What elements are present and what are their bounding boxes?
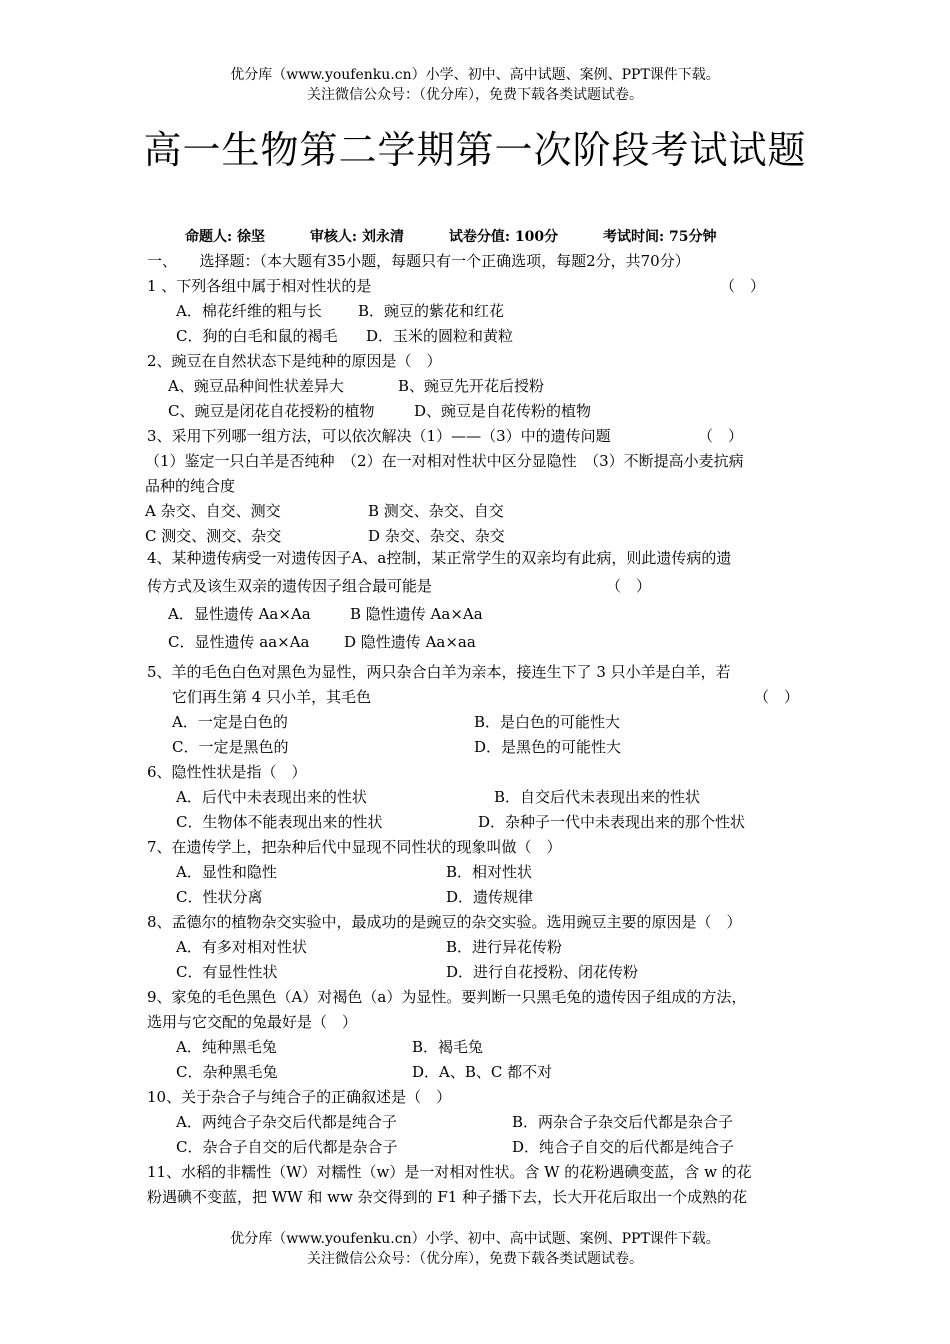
question-3-option-b: B 测交、杂交、自交 <box>368 502 504 520</box>
section-heading: 一、 选择题：（本大题有35小题，每题只有一个正确选项，每题2分，共70分） <box>147 252 690 270</box>
question-8-option-a: A．有多对相对性状 <box>176 938 307 956</box>
meta-score: 试卷分值: 100分 <box>448 229 559 245</box>
question-10-option-c: C．杂合子自交的后代都是杂合子 <box>176 1138 398 1156</box>
question-7-option-d: D．遗传规律 <box>446 888 534 906</box>
question-6-option-c: C．生物体不能表现出来的性状 <box>176 813 383 831</box>
question-8-option-b: B．进行异花传粉 <box>446 938 563 956</box>
question-1-option-a: A．棉花纤维的粗与长 <box>176 302 322 320</box>
question-6-stem: 6、隐性性状是指（ ） <box>147 763 307 781</box>
question-9-line-2: 选用与它交配的兔最好是（ ） <box>147 1013 358 1031</box>
question-1-answer-blank: （ ） <box>720 277 766 295</box>
question-2-option-c: C、豌豆是闭花自花授粉的植物 <box>168 402 375 420</box>
question-3-stem: 3、采用下列哪一组方法，可以依次解决（1）——（3）中的遗传问题 <box>147 427 611 445</box>
question-3-option-a: A 杂交、自交、测交 <box>145 502 281 520</box>
exam-meta <box>185 228 717 246</box>
question-1-option-d: D．玉米的圆粒和黄粒 <box>366 327 514 345</box>
question-5-option-d: D．是黑色的可能性大 <box>474 738 622 756</box>
question-6-option-d: D．杂种子一代中未表现出来的那个性状 <box>478 813 746 831</box>
question-11-stem: 11、水稻的非糯性（W）对糯性（w）是一对相对性状。含 W 的花粉遇碘变蓝，含 w 的花 <box>147 1163 752 1181</box>
question-5-line-2: 它们再生第 4 只小羊，其毛色 <box>172 688 372 706</box>
question-5-option-b: B．是白色的可能性大 <box>474 713 621 731</box>
question-4-option-c: C．显性遗传 aa×Aa <box>168 633 310 651</box>
question-9-stem: 9、家兔的毛色黑色（A）对褐色（a）为显性。要判断一只黑毛兔的遗传因子组成的方法， <box>147 988 747 1006</box>
question-6-option-a: A．后代中未表现出来的性状 <box>176 788 367 806</box>
question-10-option-a: A．两纯合子杂交后代都是纯合子 <box>176 1113 397 1131</box>
question-3-line-2: （1）鉴定一只白羊是否纯种 （2）在一对相对性状中区分显隐性 （3）不断提高小麦抗病 <box>145 452 744 470</box>
question-7-option-c: C．性状分离 <box>176 888 263 906</box>
question-9-option-c: C．杂种黑毛兔 <box>176 1063 278 1081</box>
question-5-option-c: C．一定是黑色的 <box>172 738 289 756</box>
question-6-option-b: B．自交后代未表现出来的性状 <box>494 788 701 806</box>
question-9-option-a: A．纯种黑毛兔 <box>176 1038 277 1056</box>
meta-reviewer: 审核人: 刘永清 <box>309 229 404 245</box>
question-2-option-d: D、豌豆是自花传粉的植物 <box>414 402 592 420</box>
question-2-option-b: B、豌豆先开花后授粉 <box>398 377 545 395</box>
meta-time: 考试时间: 75分钟 <box>602 229 717 245</box>
question-8-stem: 8、孟德尔的植物杂交实验中，最成功的是豌豆的杂交实验。选用豌豆主要的原因是（ ） <box>147 913 742 931</box>
question-4-answer-blank: （ ） <box>606 577 652 595</box>
question-5-stem: 5、羊的毛色白色对黑色为显性，两只杂合白羊为亲本，接连生下了 3 只小羊是白羊，若 <box>147 663 731 681</box>
question-10-option-d: D．纯合子自交的后代都是纯合子 <box>512 1138 735 1156</box>
question-8-option-c: C．有显性性状 <box>176 963 278 981</box>
question-11-line-2: 粉遇碘不变蓝，把 WW 和 ww 杂交得到的 F1 种子播下去，长大开花后取出一个成熟的花 <box>147 1188 748 1206</box>
question-4-option-a: A．显性遗传 Aa×Aa <box>168 605 311 623</box>
footer-line-2: 关注微信公众号：（优分库），免费下载各类试题试卷。 <box>307 1251 643 1267</box>
question-4-option-d: D 隐性遗传 Aa×aa <box>344 633 476 651</box>
question-7-stem: 7、在遗传学上，把杂种后代中显现不同性状的现象叫做（ ） <box>147 838 562 856</box>
footer-line-1: 优分库（www.youfenku.cn）小学、初中、高中试题、案例、PPT课件下载。 <box>230 1231 720 1247</box>
header-line-1: 优分库（www.youfenku.cn）小学、初中、高中试题、案例、PPT课件下载。 <box>230 67 720 83</box>
question-4-line-2: 传方式及该生双亲的遗传因子组合最可能是 <box>147 577 433 595</box>
question-3-option-d: D 杂交、杂交、杂交 <box>368 527 505 545</box>
page-title: 高一生物第二学期第一次阶段考试试题 <box>143 128 807 172</box>
question-9-option-b: B．褐毛兔 <box>412 1038 484 1056</box>
question-2-stem: 2、豌豆在自然状态下是纯种的原因是（ ） <box>147 352 442 370</box>
question-1-option-b: B．豌豆的紫花和红花 <box>358 302 505 320</box>
question-3-line-3: 品种的纯合度 <box>145 477 236 495</box>
question-2-option-a: A、豌豆品种间性状差异大 <box>168 377 344 395</box>
header-line-2: 关注微信公众号：（优分库），免费下载各类试题试卷。 <box>307 87 643 103</box>
question-8-option-d: D．进行自花授粉、闭花传粉 <box>446 963 639 981</box>
question-7-option-b: B．相对性状 <box>446 863 533 881</box>
meta-author: 命题人: 徐坚 <box>185 229 266 245</box>
question-5-option-a: A．一定是白色的 <box>172 713 288 731</box>
question-1-option-c: C．狗的白毛和鼠的褐毛 <box>176 327 338 345</box>
question-5-answer-blank: （ ） <box>754 688 800 706</box>
question-4-option-b: B 隐性遗传 Aa×Aa <box>350 605 483 623</box>
question-3-answer-blank: （ ） <box>698 427 744 445</box>
question-3-option-c: C 测交、测交、杂交 <box>145 527 282 545</box>
question-4-stem: 4、某种遗传病受一对遗传因子A、a控制，某正常学生的双亲均有此病，则此遗传病的遗 <box>147 549 732 567</box>
question-1-stem: 1 、下列各组中属于相对性状的是 <box>147 277 372 295</box>
question-10-option-b: B．两杂合子杂交后代都是杂合子 <box>512 1113 734 1131</box>
question-9-option-d: D．A、B、C 都不对 <box>412 1063 553 1081</box>
question-10-stem: 10、关于杂合子与纯合子的正确叙述是（ ） <box>147 1088 452 1106</box>
question-7-option-a: A．显性和隐性 <box>176 863 277 881</box>
